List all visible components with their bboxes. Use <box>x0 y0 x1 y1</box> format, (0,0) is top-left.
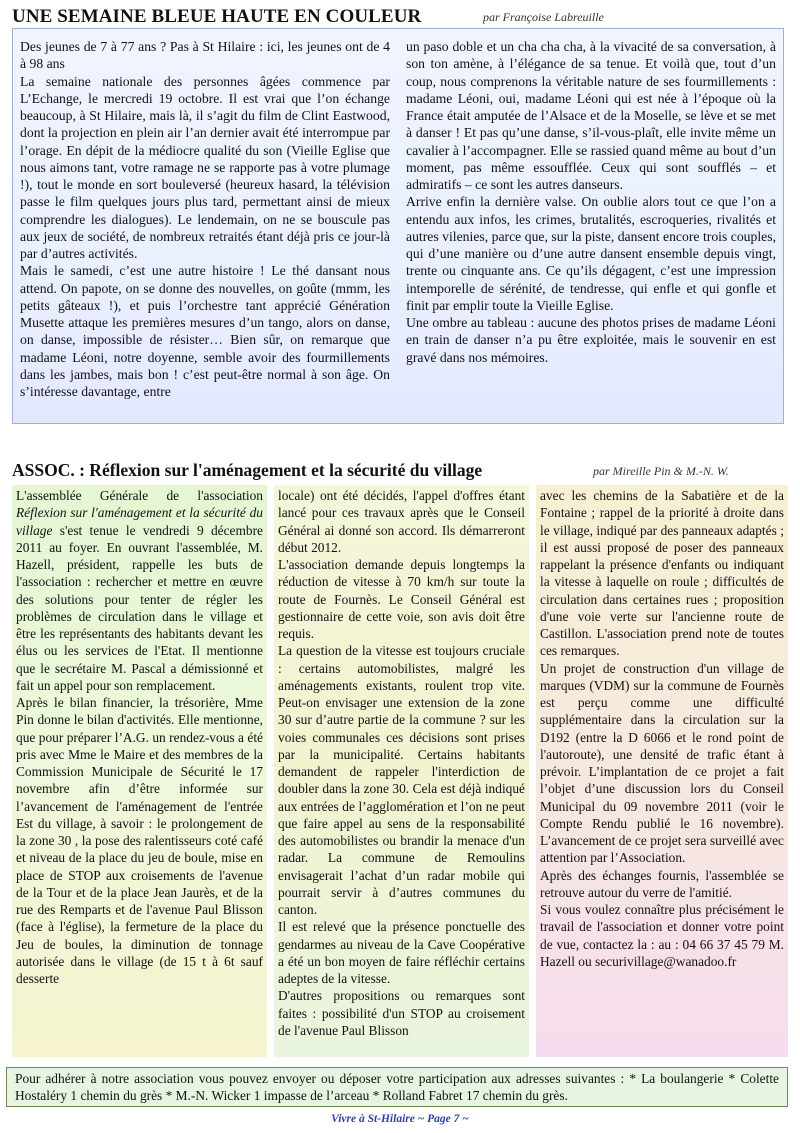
article2-paragraph: Après le bilan financier, la trésorière, Mme Pin donne le bilan d'activités. Elle mentionne, que pour préparer l’A.G. un rendez-vous a été pris avec Mme le Maire et des membres de la Commission Municipale de Sécurité le 17 novembre afin d’être informée sur l’avancement de l'aménagement de l'entrée Est du village, à savoir : le prolongement de la zone 30 , la pose des ralentisseurs coté café et niveau de la place du jeu de boule, mise en place de STOP aux croisements de l'avenue de la Tour et de la place Jean Jaurès, et de la rue des Remparts et de l'avenue Paul Blisson (face à l'église), la fermeture de la place du Jeu de boules, la diminution de tonnage autorisée dans le village (de 15 t à 6t sauf desserte <box>16 695 263 986</box>
article1-byline: par Françoise Labreuille <box>483 10 604 24</box>
article2-title: ASSOC. : Réflexion sur l'aménagement et la sécurité du village <box>12 460 483 480</box>
article1-paragraph: La semaine nationale des personnes âgées commence par L’Echange, le mercredi 19 octobre. Il est vrai que l’on échange beaucoup, à St Hilaire, mais là, il s’agit du film de Clint Eastwood, dont la projection en plein air l’an dernier avait été interrompue par l’orage. En dépit de la médiocre qualité du son (Vieille Eglise que nous aimons tant, votre ramage ne se rapporte pas à votre plumage !), tout le monde en sort bouleversé (heureux hasard, la télévision passe le film quelques jours plus tard, permettant ainsi de mieux comprendre les dialogues). Le lendemain, on ne se bouscule pas aux jeux de société, de nombreux retraités étant déjà pris ce jour-là par d’autres activités. <box>20 73 390 261</box>
article2-paragraph: Après des échanges fournis, l'assemblée se retrouve autour du verre de l'amitié. <box>540 867 784 900</box>
intro-text: L'assemblée Générale de l'association <box>16 488 263 503</box>
article1-paragraph: Mais le samedi, c’est une autre histoire ! Le thé dansant nous attend. On papote, on se donne des nouvelles, on goûte (mmm, les petits gâteaux !), et puis l’orchestre tant apprécié Génération Musette attaque les premières mesures d’un tango, alors on danse, on danse, impossible de résister… Bien sûr, on remarque que madame Léoni, notre doyenne, semble avoir des fourmillements dans les jambes, mais bon ! c’est peut-être normal à son âge. On s’intéresse davantage, entre <box>20 263 390 399</box>
page-footer: Vivre à St-Hilaire ~ Page 7 ~ <box>331 1113 469 1125</box>
article2-paragraph: Si vous voulez connaître plus précisément le travail de l'association et donner votre point de vue, contactez la : au : 04 66 37 45 79 M. Hazell ou securivillage@wanadoo.fr <box>540 902 784 969</box>
article2-column-3 <box>536 485 788 1057</box>
association-name: Réflexion sur l'aménagement et la sécurité du village <box>16 505 263 538</box>
article1-box <box>12 28 784 424</box>
article1-title: UNE SEMAINE BLEUE HAUTE EN COULEUR <box>12 6 422 27</box>
article2-byline: par Mireille Pin & M.-N. W. <box>593 464 729 478</box>
article2-paragraph: L'association demande depuis longtemps la réduction de vitesse à 70 km/h sur toute la route de Fournès. Le Conseil Général est gestionnaire de cette voie, son avis doit être requis. <box>278 557 525 641</box>
article1-left-column <box>20 38 390 400</box>
article1-paragraph: Des jeunes de 7 à 77 ans ? Pas à St Hilaire : ici, les jeunes ont de 4 à 98 ans <box>20 39 390 72</box>
article2-intro-paragraph <box>16 487 263 694</box>
article1-paragraph: un paso doble et un cha cha cha, à la vivacité de sa conversation, à son ton amène, à l’élégance de sa tenue. Et voilà que, tout d’un coup, nous comprenons la véritable nature de ses fourmillements : madame Léoni, oui, madame Léoni qui est née à l’époque où la France était amputée de l’Alsace et de la Moselle, se lève et se met à danser ! Et pas qu’une danse, s’il-vous-plaît, elle invite même un cavalier à l’accompagner. Elle se rassied quand même au bout d’un moment, pas même essoufflée. Ceux qui sont soufflés – et admiratifs – ce sont les autres danseurs. <box>406 39 776 192</box>
membership-note: Pour adhérer à notre association vous pouvez envoyer ou déposer votre participation aux adresses suivantes : * La boulangerie * Colette Hostaléry 1 chemin du grès * M.-N. Wicker 1 impasse de l’arceau * Rolland Fabret 17 chemin du grès. <box>6 1067 788 1107</box>
intro-text: s'est tenue le vendredi 9 décembre 2011 au foyer. En ouvrant l'assemblée, M. Hazell, président, rappelle les buts de l'association : rechercher et mettre en œuvre des solutions pour tenter de régler les problèmes de circulation dans le village et être les représentants des habitants devant les élus ou les services de l'Etat. Il mentionne que le secrétaire M. Pascal a démissionné et fait un appel pour son remplacement. <box>16 522 263 693</box>
article1-right-column <box>406 38 776 366</box>
article2-column-2 <box>274 485 529 1057</box>
article2-paragraph: Un projet de construction d'un village de marques (VDM) sur la commune de Fournès est perçu comme une difficulté supplémentaire dans la circulation sur la D192 (entre la D 6066 et le rond point de l'autoroute), une densité de trafic étant à prévoir. L’implantation de ce projet a fait l’objet d’une discussion lors du Conseil Municipal du 09 novembre 2011 (voir le Compte Rendu publié le 16 novembre). L’avancement de ce projet sera surveillé avec attention par l’Association. <box>540 660 784 866</box>
article2-paragraph: avec les chemins de la Sabatière et de la Fontaine ; rappel de la priorité à droite dans le village, indiqué par des panneaux adaptés ; il est aussi proposé de poser des panneaux rappelant la présence d'enfants ou indiquant la vitesse à laquelle on roule ; difficultés de circulation dans certaines rues ; proposition d'une voie verte sur l'ancienne route de Castillon. L'association prend note de toutes ces remarques. <box>540 488 784 659</box>
article1-paragraph: Arrive enfin la dernière valse. On oublie alors tout ce que l’on a entendu aux infos, les crimes, brutalités, escroqueries, rivalités et autres vilenies, parce que, sur la piste, dansent encore trois couples, qui d’une manière ou d’une autre dansent ensemble depuis vingt, trente ou cinquante ans. Ce qu’ils dégagent, c’est une impression intemporelle de sérénité, de tendresse, qui enfle et qui gonfle et finit par emplir toute la Vieille Eglise. <box>406 194 776 313</box>
article2-paragraph: La question de la vitesse est toujours cruciale : certains automobilistes, malgré les aménagements existants, roulent trop vite. Peut-on envisager une extension de la zone 30 sur d’autre partie de la commune ? sur les voies communales ces décisions sont prises par la municipalité. Certains habitants demandent de rappeler l'interdiction de doubler dans la zone 30. Cela est déjà indiqué aux entrées de l’agglomération et l’on ne peut que faire appel au sens de la responsabilité des automobilistes ou brandir la menace d'un radar. La commune de Remoulins envisagerait l’achat d’un radar mobile qui pourrait servir à d’autres communes du canton. <box>278 643 525 917</box>
article2-column-1 <box>12 485 267 1057</box>
article2-paragraph: Il est relevé que la présence ponctuelle des gendarmes au niveau de la Cave Coopérative a été un bon moyen de faire réfléchir certains adeptes de la vitesse. <box>278 919 525 986</box>
article2-paragraph: locale) ont été décidés, l'appel d'offres étant lancé pour ces travaux après que le Conseil Général ai donné son accord. Ils démarreront début 2012. <box>278 488 525 555</box>
article2-paragraph: D'autres propositions ou remarques sont faites : possibilité d'un STOP au croisement de l'avenue Paul Blisson <box>278 988 525 1038</box>
article1-paragraph: Une ombre au tableau : aucune des photos prises de madame Léoni en train de danser n’a pu être exploitée, mais le souvenir en est gravé dans nos mémoires. <box>406 315 776 365</box>
